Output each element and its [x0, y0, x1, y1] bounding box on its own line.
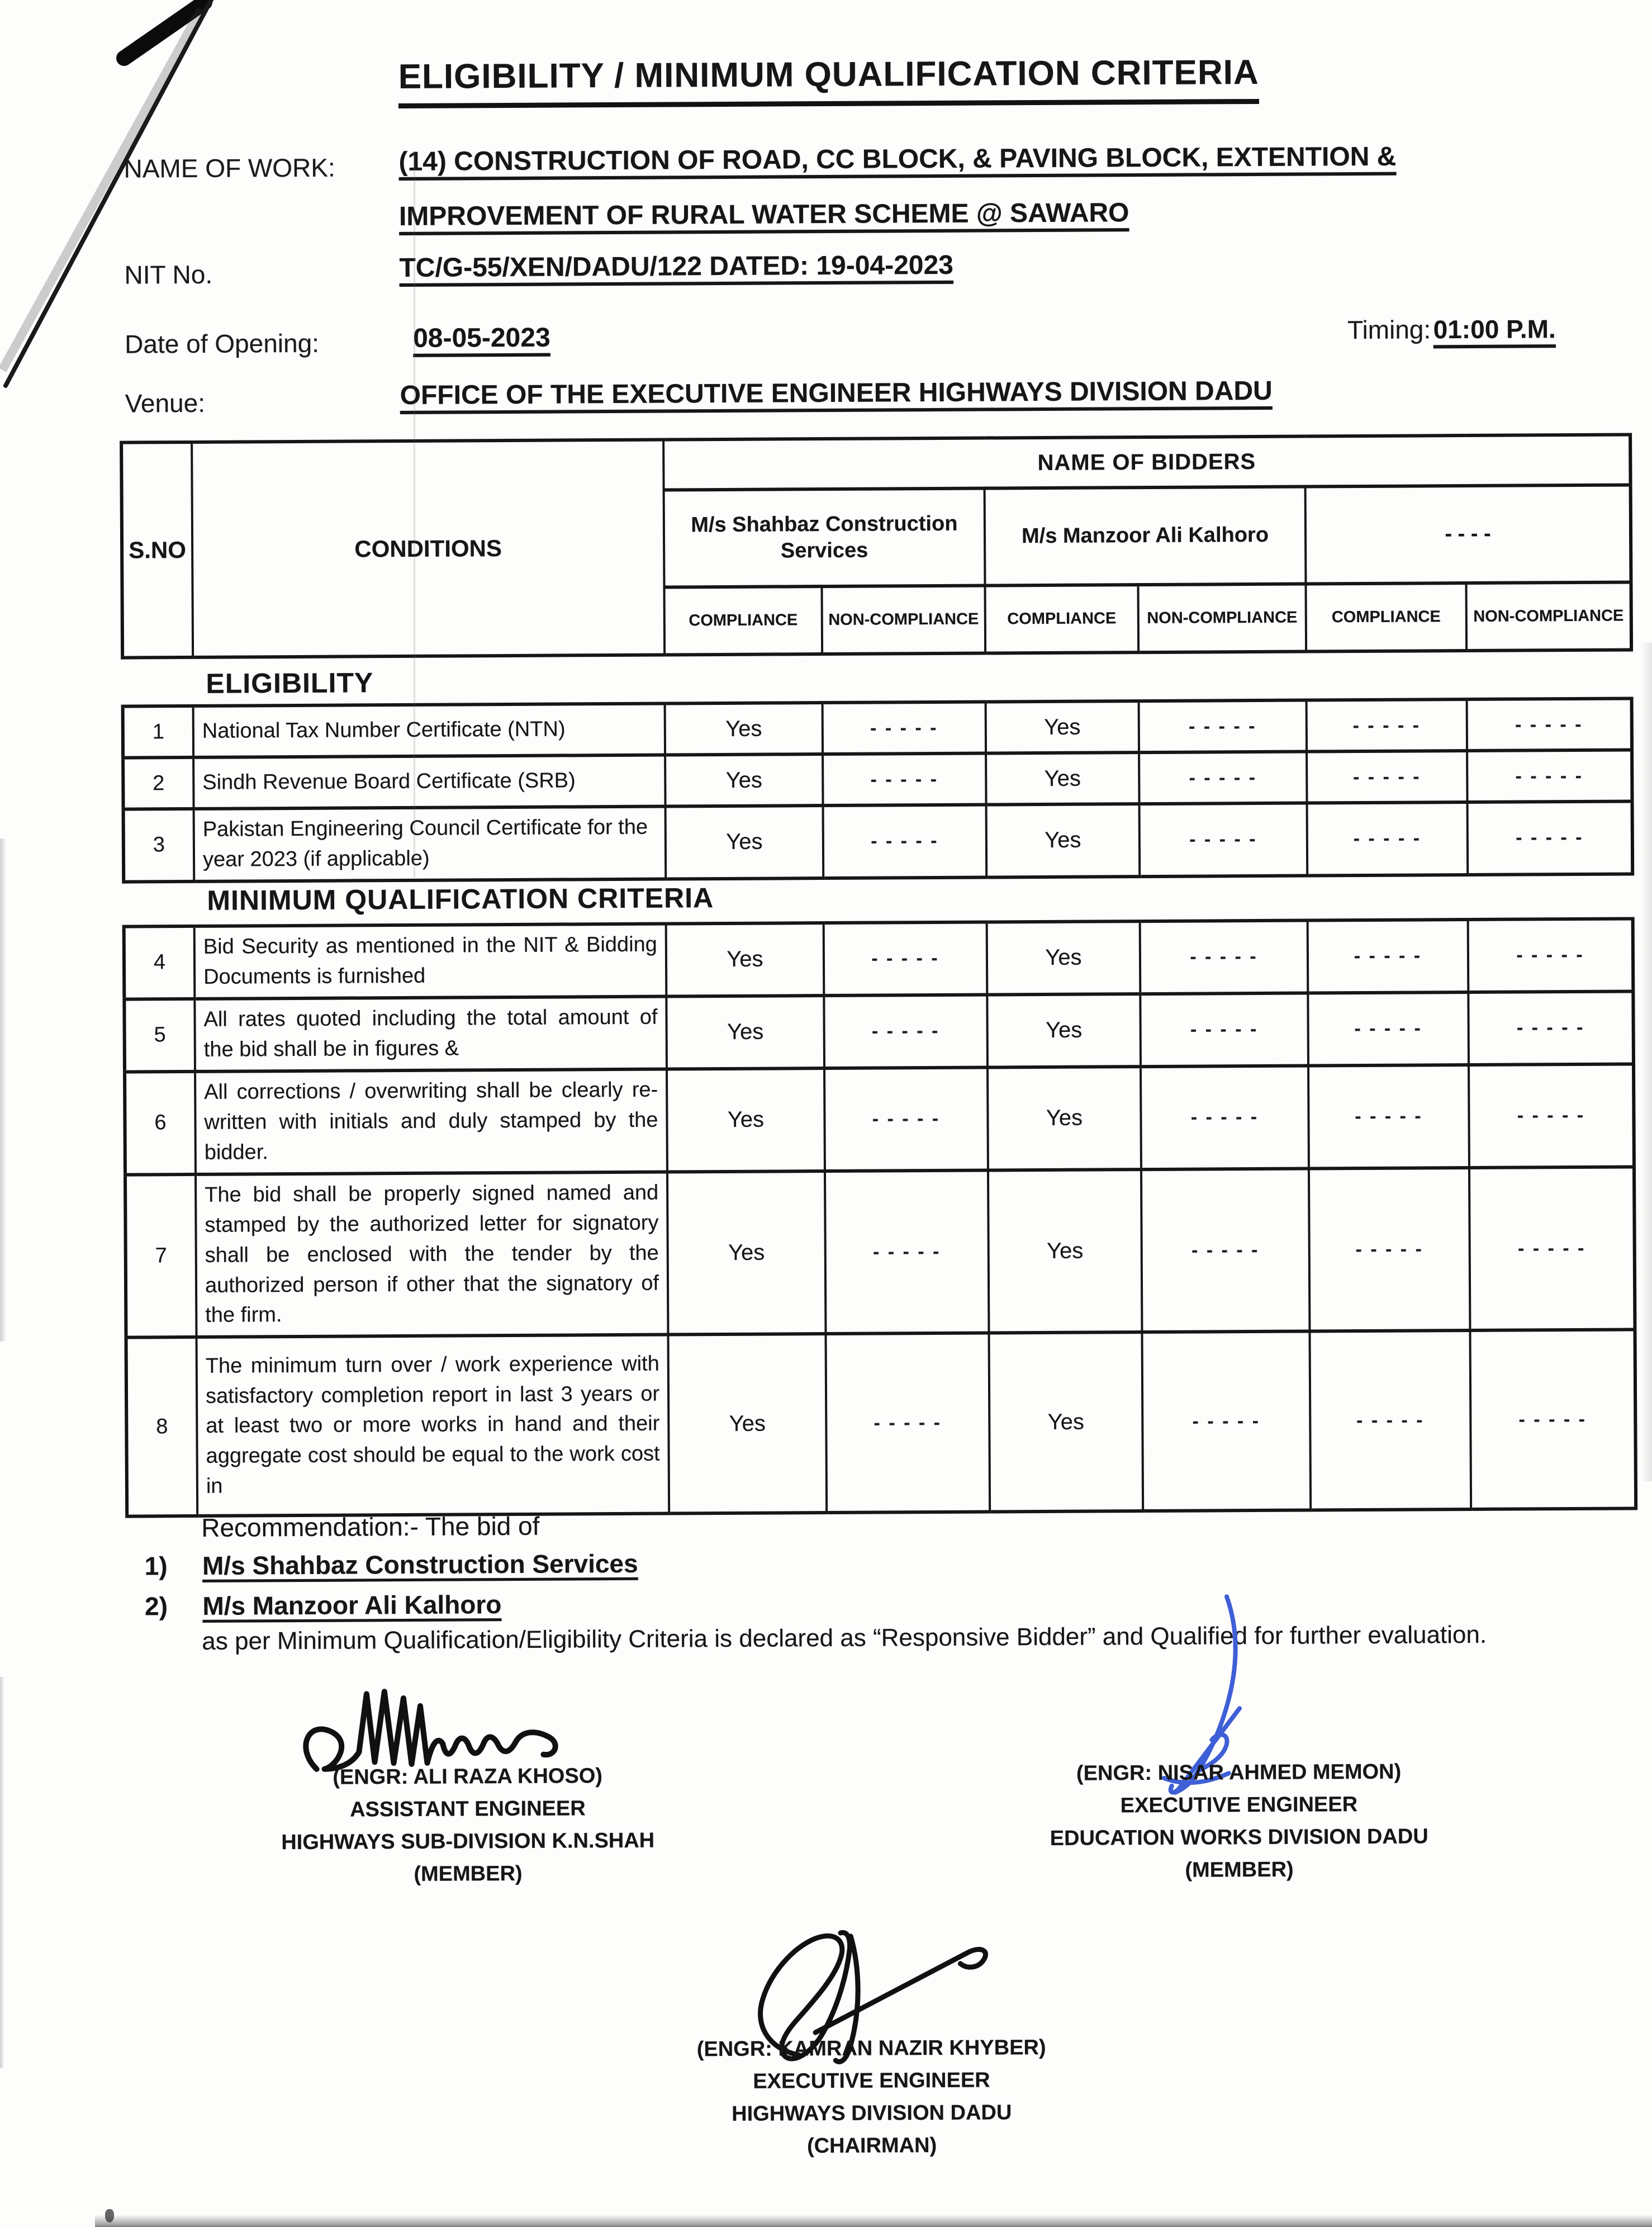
row-cell-bidder2-compliance: Yes: [988, 1169, 1142, 1333]
table-row: [126, 1330, 1636, 1517]
recommendation-item-2-name: M/s Manzoor Ali Kalhoro: [202, 1590, 502, 1621]
row-cell-bidder2-non-compliance: - - - - -: [1139, 700, 1307, 753]
row-cell-bidder1-non-compliance: - - - - -: [824, 922, 988, 996]
row-cell-bidder1-compliance: Yes: [665, 703, 823, 755]
row-cell-bidder1-non-compliance: - - - - -: [825, 1333, 990, 1513]
row-cell-bidder1-non-compliance: - - - - -: [824, 994, 988, 1068]
vertical-crease-artifact: [414, 151, 415, 878]
table-row: [124, 991, 1634, 1072]
ink-speck-artifact: [105, 2209, 114, 2223]
bottom-scan-band-artifact: [95, 2215, 1652, 2227]
page-corner-fold-artifact: [0, 0, 503, 425]
name-of-work-label: NAME OF WORK:: [124, 153, 335, 183]
table-row: [123, 750, 1632, 809]
non-compliance-header-1: NON-COMPLIANCE: [822, 586, 985, 655]
row-cell-bidder2-compliance: Yes: [988, 1067, 1141, 1170]
row-sno: 2: [123, 757, 193, 809]
row-cell-bidder2-non-compliance: - - - - -: [1140, 993, 1308, 1066]
page-title: ELIGIBILITY / MINIMUM QUALIFICATION CRITERIA: [398, 53, 1259, 108]
signatory-center-org: HIGHWAYS DIVISION DADU: [732, 2101, 1012, 2126]
row-cell-bidder1-non-compliance: - - - - -: [823, 702, 986, 755]
compliance-header-1: COMPLIANCE: [664, 586, 822, 655]
row-cell-bidder2-non-compliance: - - - - -: [1142, 1332, 1311, 1511]
row-condition: Sindh Revenue Board Certificate (SRB): [193, 755, 665, 809]
row-cell-bidder1-compliance: Yes: [667, 1171, 826, 1335]
recommendation-item-1-name: M/s Shahbaz Construction Services: [202, 1548, 638, 1580]
recommendation-intro: Recommendation:- The bid of: [201, 1511, 540, 1542]
signatory-left-title: ASSISTANT ENGINEER: [350, 1797, 586, 1822]
signatory-right-role: (MEMBER): [1185, 1858, 1294, 1882]
bidder-2-name: M/s Manzoor Ali Kalhoro: [985, 487, 1306, 586]
table-row: [125, 1167, 1635, 1338]
row-cell-bidder3-non-compliance: - - - - -: [1468, 918, 1634, 992]
row-cell-bidder1-non-compliance: - - - - -: [823, 805, 987, 878]
row-cell-bidder2-compliance: Yes: [987, 994, 1141, 1067]
signatory-left-org: HIGHWAYS SUB-DIVISION K.N.SHAH: [281, 1828, 655, 1855]
mqc-section-heading: MINIMUM QUALIFICATION CRITERIA: [207, 882, 714, 916]
row-cell-bidder2-non-compliance: - - - - -: [1141, 1065, 1309, 1169]
row-cell-bidder2-non-compliance: - - - - -: [1139, 752, 1307, 804]
row-condition: All rates quoted including the total amount of the bid shall be in figures &: [194, 996, 667, 1071]
row-cell-bidder3-non-compliance: - - - - -: [1467, 750, 1632, 802]
timing-value: 01:00 P.M.: [1433, 314, 1556, 344]
venue-label: Venue:: [125, 388, 206, 418]
row-cell-bidder2-compliance: Yes: [986, 804, 1140, 877]
bidder-1-name: M/s Shahbaz Construction Services: [664, 489, 985, 587]
row-cell-bidder2-compliance: Yes: [989, 1333, 1143, 1512]
row-cell-bidder1-compliance: Yes: [665, 754, 823, 806]
compliance-header-2: COMPLIANCE: [985, 585, 1138, 653]
signatory-left-block: [160, 1759, 775, 1892]
row-sno: 7: [125, 1174, 197, 1338]
row-cell-bidder1-non-compliance: - - - - -: [825, 1170, 989, 1334]
row-condition: All corrections / overwriting shall be clearly re-written with initials and duly stamped by the bidder.: [195, 1069, 667, 1174]
row-cell-bidder1-non-compliance: - - - - -: [824, 1067, 988, 1171]
row-condition: Bid Security as mentioned in the NIT & Bidding Documents is furnished: [194, 924, 667, 999]
name-of-work-line1: (14) CONSTRUCTION OF ROAD, CC BLOCK, & PAVING BLOCK, EXTENTION &: [398, 141, 1397, 177]
signatory-right-name: (ENGR: NISAR AHMED MEMON): [1076, 1760, 1402, 1785]
date-of-opening-value: 08-05-2023: [413, 323, 550, 353]
row-cell-bidder3-compliance: - - - - -: [1307, 699, 1467, 752]
signatory-right-block: [959, 1755, 1518, 1888]
row-cell-bidder2-compliance: Yes: [987, 921, 1141, 994]
row-sno: 6: [125, 1072, 196, 1175]
row-cell-bidder3-non-compliance: - - - - -: [1470, 1330, 1636, 1510]
row-cell-bidder3-compliance: - - - - -: [1309, 1330, 1471, 1510]
row-cell-bidder2-compliance: Yes: [986, 752, 1139, 804]
right-edge-scan-smudge: [1637, 643, 1652, 1481]
row-cell-bidder1-compliance: Yes: [666, 996, 824, 1069]
recommendation-conclusion: as per Minimum Qualification/Eligibility Criteria is declared as “Responsive Bidder” and Qualified for further evaluation.: [202, 1621, 1487, 1655]
row-cell-bidder3-non-compliance: - - - - -: [1468, 801, 1633, 874]
name-of-bidders-header: NAME OF BIDDERS: [663, 434, 1631, 490]
row-cell-bidder3-compliance: - - - - -: [1308, 920, 1469, 993]
row-cell-bidder2-non-compliance: - - - - -: [1141, 1168, 1310, 1332]
row-cell-bidder3-compliance: - - - - -: [1307, 751, 1467, 803]
signatory-center-block: [592, 2031, 1151, 2163]
row-cell-bidder1-compliance: Yes: [668, 1334, 827, 1513]
row-cell-bidder2-non-compliance: - - - - -: [1140, 921, 1308, 994]
signatory-center-title: EXECUTIVE ENGINEER: [753, 2068, 990, 2093]
row-cell-bidder1-compliance: Yes: [666, 923, 824, 996]
left-edge-scan-streak-2: [0, 1677, 6, 2068]
recommendation-item-2: [145, 1589, 502, 1621]
row-cell-bidder1-compliance: Yes: [667, 1068, 825, 1172]
row-sno: 5: [124, 999, 195, 1072]
nit-label: NIT No.: [124, 259, 213, 290]
timing-label: Timing:: [1347, 315, 1431, 345]
signatory-left-role: (MEMBER): [414, 1861, 523, 1886]
row-sno: 1: [123, 706, 193, 758]
row-condition: The minimum turn over / work experience with satisfactory completion report in last 3 years or at least two or more works in hand and their aggregate cost should be equal to the work cost in: [197, 1335, 670, 1516]
row-cell-bidder3-compliance: - - - - -: [1307, 802, 1468, 875]
row-cell-bidder2-compliance: Yes: [986, 701, 1139, 753]
compliance-header-3: COMPLIANCE: [1306, 583, 1466, 652]
eligibility-rows-table: [121, 696, 1635, 883]
row-sno: 3: [124, 809, 194, 882]
table-row: [123, 698, 1632, 757]
recommendation-item-1: [145, 1548, 638, 1581]
row-cell-bidder1-non-compliance: - - - - -: [823, 754, 986, 806]
signatory-center-role: (CHAIRMAN): [806, 2134, 937, 2158]
left-edge-scan-streak: [0, 838, 8, 1342]
table-row: [124, 918, 1634, 999]
recommendation-item-2-number: 2): [144, 1591, 168, 1621]
name-of-work-line2: IMPROVEMENT OF RURAL WATER SCHEME @ SAWARO: [398, 198, 1129, 232]
venue-value: OFFICE OF THE EXECUTIVE ENGINEER HIGHWAYS DIVISION DADU: [400, 376, 1273, 411]
bidders-header-table: [120, 433, 1633, 659]
row-cell-bidder3-non-compliance: - - - - -: [1469, 1064, 1634, 1167]
row-cell-bidder3-non-compliance: - - - - -: [1469, 1167, 1635, 1330]
row-condition: Pakistan Engineering Council Certificate for the year 2023 (if applicable): [194, 807, 666, 882]
row-cell-bidder3-compliance: - - - - -: [1308, 992, 1469, 1065]
row-condition: National Tax Number Certificate (NTN): [193, 704, 665, 757]
conditions-column-header: CONDITIONS: [192, 440, 664, 657]
row-cell-bidder1-compliance: Yes: [666, 805, 824, 879]
row-cell-bidder3-non-compliance: - - - - -: [1468, 991, 1634, 1064]
recommendation-item-1-number: 1): [144, 1551, 168, 1581]
row-sno: 4: [124, 926, 195, 999]
row-condition: The bid shall be properly signed named and stamped by the authorized letter for signatory shall be enclosed with the tender by the authorized person if other that the signatory of the firm.: [196, 1172, 668, 1337]
date-of-opening-label: Date of Opening:: [125, 328, 320, 359]
row-cell-bidder3-compliance: - - - - -: [1309, 1168, 1470, 1332]
row-cell-bidder2-non-compliance: - - - - -: [1140, 803, 1308, 876]
signatory-left-name: (ENGR: ALI RAZA KHOSO): [333, 1764, 603, 1789]
row-sno: 8: [126, 1337, 198, 1517]
bidder-3-name: - - - -: [1306, 485, 1631, 584]
table-row: [124, 801, 1633, 882]
eligibility-section-heading: ELIGIBILITY: [206, 667, 374, 699]
signatory-right-org: EDUCATION WORKS DIVISION DADU: [1050, 1825, 1428, 1850]
signatory-center-name: (ENGR: KAMRAN NAZIR KHYBER): [696, 2035, 1046, 2062]
non-compliance-header-2: NON-COMPLIANCE: [1138, 584, 1306, 653]
table-row: [125, 1064, 1634, 1174]
non-compliance-header-3: NON-COMPLIANCE: [1466, 582, 1631, 651]
row-cell-bidder3-compliance: - - - - -: [1308, 1065, 1469, 1168]
row-cell-bidder3-non-compliance: - - - - -: [1467, 698, 1632, 751]
timing-line: [1347, 314, 1556, 345]
mqc-rows-table: [122, 917, 1638, 1518]
sno-column-header: S.NO: [121, 442, 193, 658]
nit-value: TC/G-55/XEN/DADU/122 DATED: 19-04-2023: [399, 250, 954, 283]
signatory-right-title: EXECUTIVE ENGINEER: [1120, 1793, 1358, 1818]
